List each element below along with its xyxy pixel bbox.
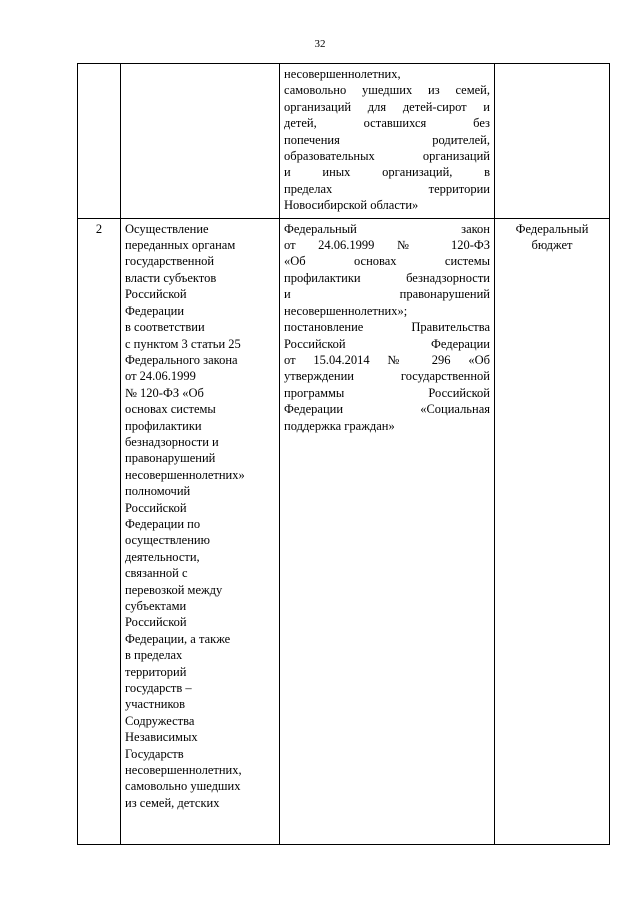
legal-basis-line: детей, оставшихся без bbox=[284, 116, 490, 131]
activity-cell bbox=[121, 218, 280, 844]
activity-line: Федерации по bbox=[125, 516, 201, 531]
legal-basis-line: Федерации «Социальная bbox=[284, 402, 490, 417]
legal-basis-line: Российской Федерации bbox=[284, 336, 490, 351]
activity-line: из семей, детских bbox=[125, 795, 220, 810]
activity-line: Содружества bbox=[125, 713, 195, 728]
activity-line: участников bbox=[125, 697, 186, 712]
activity-cell bbox=[121, 64, 280, 219]
legal-basis-line: от 24.06.1999 № 120-ФЗ bbox=[284, 238, 490, 253]
funding-source-cell bbox=[495, 64, 610, 219]
legal-basis-text bbox=[284, 221, 490, 434]
legal-basis-line: попечения родителей, bbox=[284, 132, 490, 147]
legal-basis-line: и правонарушений bbox=[284, 287, 490, 302]
legal-basis-cell bbox=[280, 64, 495, 219]
legal-basis-line: профилактики безнадзорности bbox=[284, 270, 490, 285]
legal-basis-cell bbox=[280, 218, 495, 844]
activity-line: осуществлению bbox=[125, 533, 210, 548]
legal-basis-line: самовольно ушедших из семей, bbox=[284, 83, 490, 98]
activity-line: с пунктом 3 статьи 25 bbox=[125, 336, 241, 351]
activity-line: власти субъектов bbox=[125, 270, 217, 285]
funding-source-cell: Федеральный бюджет bbox=[495, 218, 610, 844]
legal-basis-line: утверждении государственной bbox=[284, 369, 490, 384]
activity-line: безнадзорности и bbox=[125, 434, 219, 449]
activity-line: профилактики bbox=[125, 418, 202, 433]
legal-basis-line: от 15.04.2014 № 296 «Об bbox=[284, 352, 490, 367]
activity-line: Российской bbox=[125, 500, 187, 515]
legal-basis-line: несовершеннолетних»; bbox=[284, 303, 408, 318]
activity-line: Российской bbox=[125, 615, 187, 630]
activity-text bbox=[125, 221, 275, 812]
activity-line: несовершеннолетних, bbox=[125, 763, 242, 778]
legal-basis-line: поддержка граждан» bbox=[284, 418, 395, 433]
activity-line: государств – bbox=[125, 681, 192, 696]
activity-line: № 120-ФЗ «Об bbox=[125, 385, 204, 400]
activity-line: правонарушений bbox=[125, 451, 216, 466]
legal-basis-line: организаций для детей-сирот и bbox=[284, 99, 490, 114]
activity-line: полномочий bbox=[125, 484, 191, 499]
legal-basis-line: Новосибирской области» bbox=[284, 198, 419, 213]
page-number: 32 bbox=[314, 38, 326, 50]
activity-line: Осуществление bbox=[125, 221, 209, 236]
legal-basis-line: несовершеннолетних, bbox=[284, 67, 401, 81]
activity-line: государственной bbox=[125, 254, 215, 269]
activity-line: территорий bbox=[125, 664, 187, 679]
legal-basis-line: пределах территории bbox=[284, 181, 490, 196]
activity-line: несовершеннолетних» bbox=[125, 467, 245, 482]
table-row bbox=[78, 64, 610, 219]
row-number-cell: 2 bbox=[78, 218, 121, 844]
activity-line: Федерации, а также bbox=[125, 631, 231, 646]
activity-line: основах системы bbox=[125, 402, 216, 417]
row-number-cell bbox=[78, 64, 121, 219]
document-table bbox=[77, 63, 610, 845]
legal-basis-line: «Об основах системы bbox=[284, 254, 490, 269]
activity-line: связанной с bbox=[125, 566, 188, 581]
activity-line: самовольно ушедших bbox=[125, 779, 241, 794]
activity-line: перевозкой между bbox=[125, 582, 223, 597]
activity-line: Федерального закона bbox=[125, 352, 238, 367]
activity-line: в пределах bbox=[125, 648, 183, 663]
legal-basis-line: образовательных организаций bbox=[284, 149, 490, 164]
activity-line: Государств bbox=[125, 746, 184, 761]
activity-line: от 24.06.1999 bbox=[125, 369, 196, 384]
activity-line: переданных органам bbox=[125, 238, 236, 253]
activity-line: деятельности, bbox=[125, 549, 200, 564]
legal-basis-line: постановление Правительства bbox=[284, 320, 490, 335]
activity-line: Российской bbox=[125, 287, 187, 302]
table-row bbox=[78, 218, 610, 844]
legal-basis-line: программы Российской bbox=[284, 385, 490, 400]
activity-line: в соответствии bbox=[125, 320, 205, 335]
activity-line: Независимых bbox=[125, 730, 198, 745]
legal-basis-line: и иных организаций, в bbox=[284, 165, 490, 180]
legal-basis-line: Федеральный закон bbox=[284, 221, 490, 236]
activity-line: Федерации bbox=[125, 303, 185, 318]
legal-basis-text bbox=[284, 66, 490, 214]
activity-line: субъектами bbox=[125, 599, 187, 613]
